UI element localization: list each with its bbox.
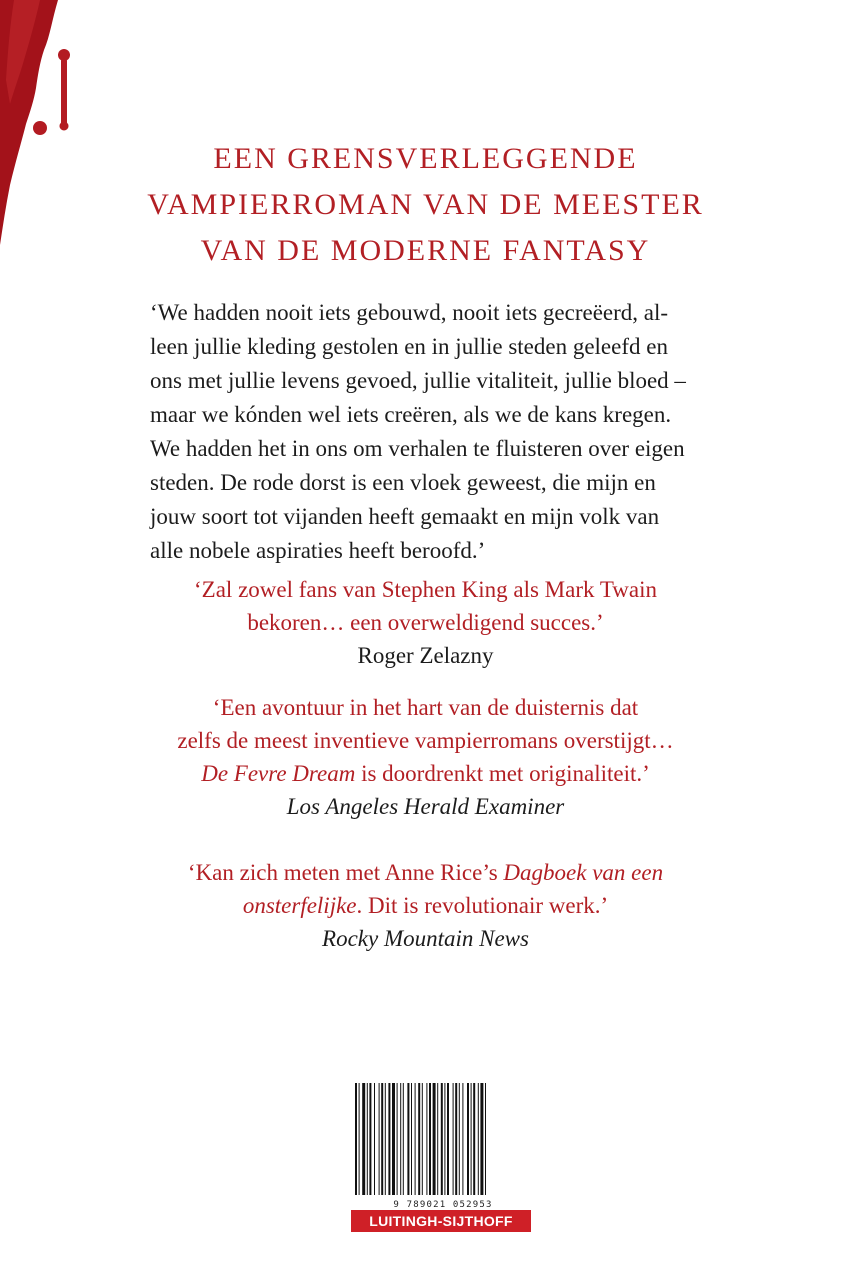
blurb-text: ‘Een avontuur in het hart van de duisternis dat xyxy=(212,695,639,720)
headline-line-1: EEN GRENSVERLEGGENDE xyxy=(213,142,638,175)
barcode-bar xyxy=(403,1083,404,1195)
barcode-bars xyxy=(353,1083,531,1201)
barcode-bar xyxy=(418,1083,420,1195)
barcode-bar xyxy=(455,1083,457,1195)
barcode-bar xyxy=(429,1083,431,1195)
blurb-text: zelfs de meest inventieve vampierromans overstijgt… xyxy=(177,728,674,753)
barcode-bar xyxy=(433,1083,436,1195)
blurb-text xyxy=(0,889,851,922)
barcode-bar xyxy=(485,1083,486,1195)
headline-line-3: VAN DE MODERNE FANTASY xyxy=(200,234,651,267)
main-quote-line: jouw soort tot vijanden heeft gemaakt en mijn volk van xyxy=(150,504,660,529)
blurb-attribution: Rocky Mountain News xyxy=(322,926,529,951)
barcode-bar xyxy=(369,1083,371,1195)
blurb-attribution: Los Angeles Herald Examiner xyxy=(286,794,565,819)
barcode-bar xyxy=(397,1083,398,1195)
main-quote xyxy=(150,296,700,568)
barcode-bar xyxy=(441,1083,443,1195)
barcode-bar xyxy=(400,1083,401,1195)
barcode-digits: 9 789021 052953 xyxy=(393,1200,493,1210)
barcode-bar xyxy=(355,1083,357,1195)
barcode-bar xyxy=(422,1083,423,1195)
barcode-bar xyxy=(480,1083,483,1195)
barcode-bar xyxy=(426,1083,427,1195)
blurb-la-herald xyxy=(0,691,851,823)
barcode-bar xyxy=(359,1083,360,1195)
barcode-bar xyxy=(381,1083,383,1195)
book-title: De Fevre Dream xyxy=(201,761,356,786)
publisher-logo: LUITINGH-SIJTHOFF xyxy=(351,1210,531,1232)
barcode-bar xyxy=(473,1083,475,1195)
book-title: Dagboek van een xyxy=(503,860,664,885)
blurb-text-pre: ‘Kan zich meten met Anne Rice’s xyxy=(187,860,504,885)
barcode-bar xyxy=(467,1083,469,1195)
blurb-text: ‘Zal zowel fans van Stephen King als Mark Twain xyxy=(194,577,657,602)
barcode xyxy=(353,1083,531,1209)
blurb-text xyxy=(0,856,851,889)
barcode-bar xyxy=(385,1083,386,1195)
barcode-bar xyxy=(379,1083,380,1195)
headline xyxy=(0,136,851,274)
main-quote-line: ons met jullie levens gevoed, jullie vitaliteit, jullie bloed – xyxy=(150,368,686,393)
barcode-bar xyxy=(444,1083,445,1195)
blurb-rocky-mountain xyxy=(0,856,851,955)
blurb-text: bekoren… een overweldigend succes.’ xyxy=(247,610,604,635)
main-quote-line: We hadden het in ons om verhalen te fluisteren over eigen xyxy=(150,436,685,461)
barcode-bar xyxy=(459,1083,460,1195)
barcode-bar xyxy=(392,1083,395,1195)
main-quote-line: leen jullie kleding gestolen en in jullie steden geleefd en xyxy=(150,334,668,359)
blurb-attribution: Roger Zelazny xyxy=(357,643,494,668)
barcode-bar xyxy=(411,1083,412,1195)
blurb-text xyxy=(0,757,851,790)
barcode-bar xyxy=(415,1083,416,1195)
barcode-bar xyxy=(478,1083,479,1195)
barcode-bar xyxy=(362,1083,365,1195)
main-quote-line: alle nobele aspiraties heeft beroofd.’ xyxy=(150,538,486,563)
barcode-bar xyxy=(453,1083,454,1195)
barcode-bar xyxy=(447,1083,449,1195)
barcode-bar xyxy=(374,1083,375,1195)
main-quote-line: steden. De rode dorst is een vloek geweest, die mijn en xyxy=(150,470,656,495)
barcode-bar xyxy=(407,1083,409,1195)
barcode-bar xyxy=(367,1083,368,1195)
blurb-zelazny xyxy=(0,573,851,672)
headline-line-2: VAMPIERROMAN VAN DE MEESTER xyxy=(147,188,704,221)
blurb-text-rest: . Dit is revolutionair werk.’ xyxy=(356,893,609,918)
main-quote-line: maar we kónden wel iets creëren, als we de kans kregen. xyxy=(150,402,672,427)
barcode-bar xyxy=(437,1083,438,1195)
main-quote-line: ‘We hadden nooit iets gebouwd, nooit iets gecreëerd, al- xyxy=(150,300,669,325)
barcode-bar xyxy=(471,1083,472,1195)
book-title: onsterfelijke xyxy=(242,893,357,918)
barcode-bar xyxy=(462,1083,463,1195)
barcode-bar xyxy=(388,1083,390,1195)
blurb-text-rest: is doordrenkt met originaliteit.’ xyxy=(355,761,650,786)
